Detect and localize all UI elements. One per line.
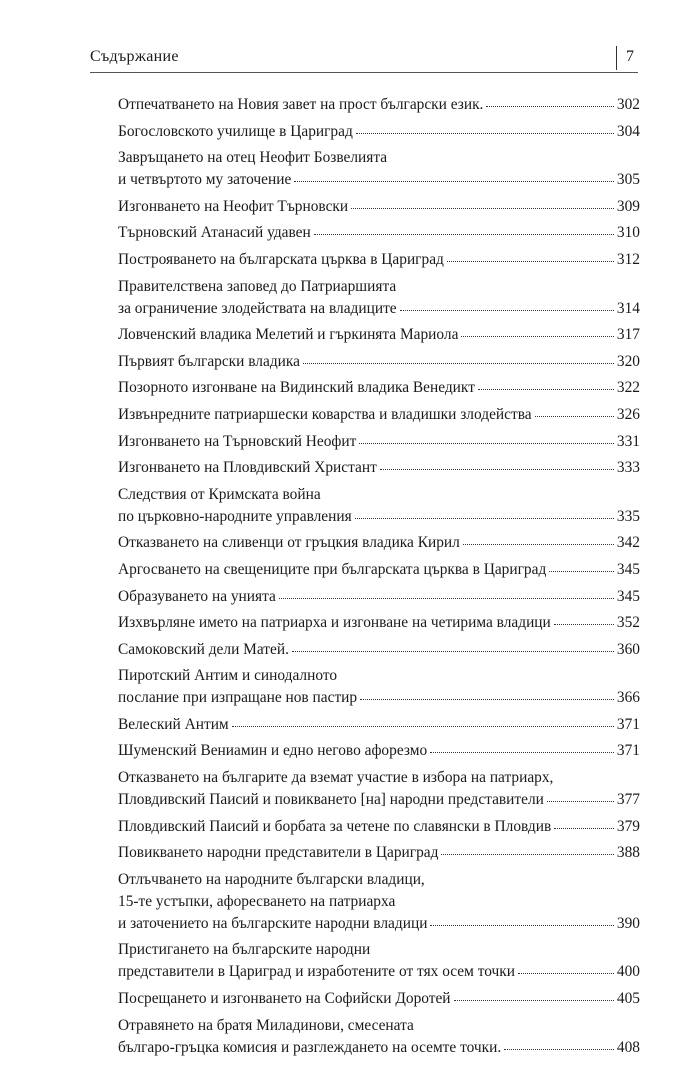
toc-entry: [118, 351, 640, 373]
toc-entry-text: Повикването народни представители в Цариград: [118, 844, 439, 862]
toc-entry-text: Първият български владика: [118, 352, 300, 370]
dot-leader: [314, 233, 614, 235]
toc-entry-text: и четвъртото му заточение: [118, 171, 292, 189]
dot-leader: [441, 853, 613, 855]
toc-entry-text: послание при изпращане нов пастир: [118, 689, 358, 707]
toc-entry-text: и заточението на българските народни владици: [118, 914, 428, 932]
toc-page-number: 310: [616, 224, 640, 242]
toc-entry-row: [118, 687, 640, 709]
toc-entry-text: Образуването на унията: [118, 587, 276, 605]
toc-entry-row: [118, 169, 640, 191]
toc-entry-text: Богословското училище в Цариград: [118, 122, 353, 140]
toc-entry: [118, 767, 640, 811]
toc-entry-text: представители в Цариград и изработените от тях осем точки: [118, 963, 515, 981]
toc-page-number: 317: [616, 326, 640, 344]
toc-entry: [118, 559, 640, 581]
dot-leader: [518, 972, 614, 974]
toc-entry-text: българо-гръцка комисия и разглеждането на осемте точки.: [118, 1038, 502, 1056]
toc-entry: [118, 869, 640, 935]
toc-page-number: 304: [616, 122, 640, 140]
toc-entry-row: [118, 586, 640, 608]
dot-leader: [351, 207, 614, 209]
toc-page-number: 326: [616, 405, 640, 423]
toc-entry-text: Позорното изгонване на Видинский владика Венедикт: [118, 379, 475, 397]
dot-leader: [355, 517, 614, 519]
toc-entry-text: Пристигането на българските народни: [118, 941, 371, 959]
toc-page-number: 320: [616, 352, 640, 370]
toc-page-number: 333: [616, 459, 640, 477]
toc-entry-row: [118, 94, 640, 116]
toc-entry-text: Посрещането и изгонването на Софийски Доротей: [118, 990, 451, 1008]
toc-entry-text: Следствия от Кримската война: [118, 485, 321, 503]
toc-entry-row: [118, 842, 640, 864]
toc-entry-text: Изгонването на Неофит Търновски: [118, 197, 349, 215]
dot-leader: [356, 132, 614, 134]
dot-leader: [360, 698, 614, 700]
dot-leader: [294, 180, 614, 182]
toc-entry-text: Самоковский дели Матей.: [118, 640, 289, 658]
dot-leader: [232, 725, 614, 727]
dot-leader: [380, 468, 614, 470]
toc-entry: [118, 816, 640, 838]
dot-leader: [535, 415, 614, 417]
dot-leader: [447, 260, 614, 262]
toc-page-number: 371: [616, 742, 640, 760]
toc-entry: [118, 94, 640, 116]
toc-entry-text: Ловченский владика Мелетий и гъркинята Мариола: [118, 326, 459, 344]
toc-page-number: 305: [616, 171, 640, 189]
toc-entry-row: [118, 377, 640, 399]
toc-entry: [118, 196, 640, 218]
toc-entry-row: [118, 1037, 640, 1059]
toc-entry-text: Извънредните патриаршески коварства и владишки злодейства: [118, 405, 532, 423]
toc-page-number: 377: [616, 791, 640, 809]
toc-entry-text: Правителствена заповед до Патриаршията: [118, 277, 397, 295]
toc-entry-row: [118, 351, 640, 373]
toc-entry-row: [118, 639, 640, 661]
toc-entry: [118, 988, 640, 1010]
header-rule: [90, 72, 638, 73]
toc-page-number: 314: [616, 299, 640, 317]
toc-entry: [118, 639, 640, 661]
toc-entry-text: 15-те устъпки, афоресването на патриарха: [118, 892, 396, 910]
toc-entry: [118, 740, 640, 762]
toc-entry-text: Велеский Антим: [118, 715, 229, 733]
toc-entry-row: [118, 961, 640, 983]
toc-entry: [118, 842, 640, 864]
toc-page-number: 352: [616, 614, 640, 632]
toc-entry-text: Изгонването на Търновский Неофит: [118, 432, 357, 450]
toc-entry-row: [118, 506, 640, 528]
toc-entry-row: [118, 612, 640, 634]
toc-entry-row: [118, 249, 640, 271]
dot-leader: [478, 388, 614, 390]
toc-entry-text: Шуменский Вениамин и едно негово афорезмо: [118, 742, 428, 760]
toc-page-number: 312: [616, 250, 640, 268]
toc-entry-row: [118, 196, 640, 218]
running-head: [90, 46, 638, 72]
toc-entry: [118, 276, 640, 320]
toc-entry-text: Аргосването на свещениците при българската църква в Цариград: [118, 560, 547, 578]
toc-entry-text: Пловдивский Паисий и повикването [на] народни представители: [118, 791, 544, 809]
toc-entry: [118, 222, 640, 244]
dot-leader: [547, 800, 614, 802]
running-head-title: Съдържание: [90, 48, 179, 65]
dot-leader: [454, 999, 614, 1001]
toc-page-number: 342: [616, 534, 640, 552]
toc-entry-row: [118, 913, 640, 935]
toc-entry-text: Търновский Атанасий удавен: [118, 224, 311, 242]
dot-leader: [463, 543, 614, 545]
toc-entry: [118, 121, 640, 143]
toc-entry-row: [118, 222, 640, 244]
dot-leader: [430, 751, 614, 753]
toc-entry-text: Изгонването на Пловдивский Христант: [118, 459, 377, 477]
toc-entry: [118, 249, 640, 271]
dot-leader: [504, 1048, 614, 1050]
toc-entry: [118, 457, 640, 479]
toc-page-number: 371: [616, 715, 640, 733]
toc-entry: [118, 532, 640, 554]
toc-page-number: 322: [616, 379, 640, 397]
toc-entry-row: [118, 740, 640, 762]
toc-entry-row: [118, 324, 640, 346]
toc-page-number: 388: [616, 844, 640, 862]
toc-page-number: 360: [616, 640, 640, 658]
toc-entry: [118, 939, 640, 983]
dot-leader: [359, 442, 614, 444]
dot-leader: [430, 924, 613, 926]
toc-entry: [118, 586, 640, 608]
toc-entry: [118, 147, 640, 191]
toc-entry-text: Отказването на сливенци от гръцкия владика Кирил: [118, 534, 460, 552]
dot-leader: [279, 597, 614, 599]
toc-entry-text: Пиротский Антим и синодалното: [118, 667, 338, 685]
toc-page-number: 345: [616, 587, 640, 605]
page-number: 7: [626, 48, 634, 65]
toc-entry-text: Построяването на българската църква в Цариград: [118, 250, 444, 268]
toc-entry-text: Завръщането на отец Неофит Бозвелията: [118, 149, 388, 167]
toc-entry-text: по църковно-народните управления: [118, 507, 352, 525]
toc-entry-row: [118, 431, 640, 453]
toc-entry-row: [118, 559, 640, 581]
toc-entry-text: Отпечатването на Новия завет на прост български език.: [118, 96, 484, 113]
toc-entry-text: Отравянето на братя Миладинови, смесената: [118, 1016, 414, 1034]
dot-leader: [292, 650, 614, 652]
toc-page-number: 390: [616, 914, 640, 932]
toc-entry: [118, 1015, 640, 1059]
dot-leader: [461, 335, 613, 337]
toc-page-number: 309: [616, 197, 640, 215]
dot-leader: [554, 827, 614, 829]
toc-page-number: 331: [616, 432, 640, 450]
dot-leader: [400, 309, 614, 311]
toc-entry-text: Изхвърляне името на патриарха и изгонване на четирима владици: [118, 614, 551, 632]
toc-entry: [118, 484, 640, 528]
toc-page-number: 345: [616, 560, 640, 578]
toc-entry-text: Пловдивский Паисий и борбата за четене по славянски в Пловдив: [118, 817, 552, 835]
toc-page-number: 405: [616, 990, 640, 1008]
toc-page-number: 302: [616, 96, 640, 113]
toc-page-number: 335: [616, 507, 640, 525]
toc-page-number: 408: [616, 1038, 640, 1056]
toc-page-number: 400: [616, 963, 640, 981]
dot-leader: [486, 105, 613, 107]
toc-entry-row: [118, 404, 640, 426]
table-of-contents: [118, 94, 640, 1063]
toc-entry: [118, 431, 640, 453]
toc-entry-row: [118, 457, 640, 479]
toc-entry: [118, 612, 640, 634]
toc-entry: [118, 324, 640, 346]
toc-entry-row: [118, 988, 640, 1010]
toc-entry-row: [118, 789, 640, 811]
toc-entry-text: Отлъчването на народните български владици,: [118, 870, 425, 888]
toc-entry: [118, 404, 640, 426]
dot-leader: [549, 570, 614, 572]
toc-entry: [118, 714, 640, 736]
dot-leader: [554, 623, 614, 625]
toc-entry-row: [118, 714, 640, 736]
toc-entry: [118, 665, 640, 709]
toc-entry-row: [118, 121, 640, 143]
toc-page-number: 379: [616, 817, 640, 835]
toc-entry-row: [118, 298, 640, 320]
toc-entry-text: за ограничение злодействата на владиците: [118, 299, 397, 317]
toc-entry: [118, 377, 640, 399]
running-head-separator: [616, 46, 617, 70]
toc-entry-row: [118, 816, 640, 838]
toc-entry-row: [118, 532, 640, 554]
dot-leader: [303, 362, 614, 364]
toc-entry-text: Отказването на българите да вземат участие в избора на патриарх,: [118, 769, 554, 787]
toc-page-number: 366: [616, 689, 640, 707]
